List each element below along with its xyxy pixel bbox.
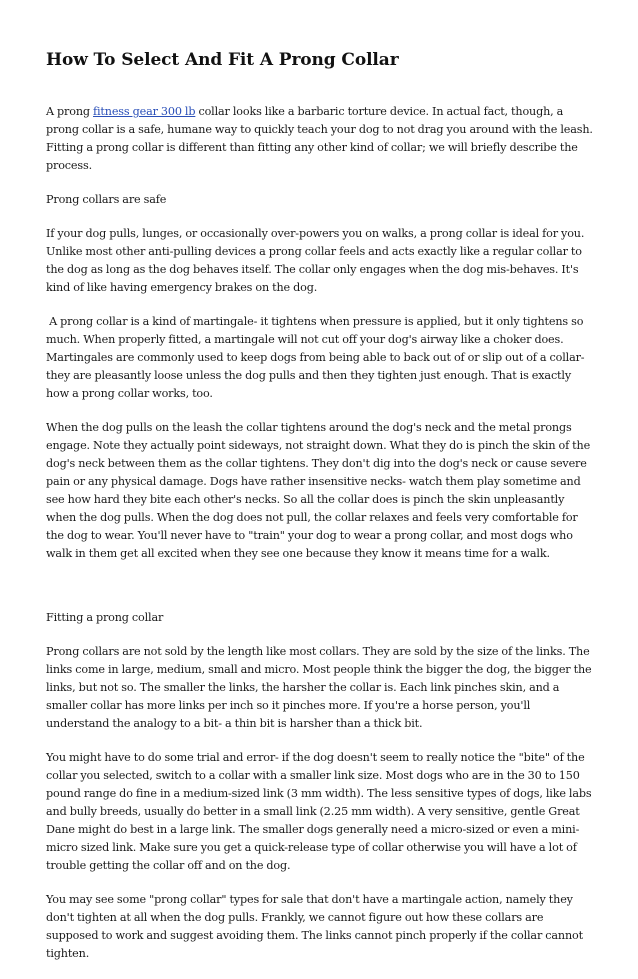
intro-text-before-link: A prong bbox=[46, 105, 94, 118]
document-page bbox=[46, 48, 594, 979]
section-heading-prong-collars-safe: Prong collars are safe bbox=[46, 193, 167, 206]
section-heading-fitting-prong-collar: Fitting a prong collar bbox=[46, 611, 164, 624]
intro-text-after-link: collar looks like a barbaric torture device. In actual fact, though, a prong collar is a safe, humane way to quickly teach your dog to not drag you around with the leash. Fitting a prong collar is different than fitting any other kind of collar; we will briefly describe the process. bbox=[46, 105, 593, 172]
body-paragraph: A prong collar is a kind of martingale- it tightens when pressure is applied, but it only tightens so much. When properly fitted, a martingale will not cut off your dog's airway like a choker does. Martingales are commonly used to keep dogs from being able to back out of or slip out of a collar- they are pleasantly loose unless the dog pulls and then they tighten just enough. That is exactly how a prong collar works, too. bbox=[46, 315, 588, 400]
body-paragraph: You might have to do some trial and error- if the dog doesn't seem to really notice the "bite" of the collar you selected, switch to a collar with a smaller link size. Most dogs who are in the 30 to 150 pound range do fine in a medium-sized link (3 mm width). The less sensitive types of dogs, like labs and bully breeds, usually do better in a small link (2.25 mm width). A very sensitive, gentle Great Dane might do best in a large link. The smaller dogs generally need a micro-sized or even a mini-micro sized link. Make sure you get a quick-release type of collar otherwise you will have a lot of trouble getting the collar off and on the dog. bbox=[46, 751, 592, 872]
document-title: How To Select And Fit A Prong Collar bbox=[46, 50, 399, 70]
intro-paragraph bbox=[46, 103, 594, 175]
body-paragraph: You may see some "prong collar" types for sale that don't have a martingale action, namely they don't tighten at all when the dog pulls. Frankly, we cannot figure out how these collars are supposed to work and suggest avoiding them. The links cannot pinch properly if the collar cannot tighten. bbox=[46, 893, 583, 960]
body-paragraph: Prong collars are not sold by the length like most collars. They are sold by the size of the links. The links come in large, medium, small and micro. Most people think the bigger the dog, the bigger the links, but not so. The smaller the links, the harsher the collar is. Each link pinches skin, and a smaller collar has more links per inch so it pinches more. If you're a horse person, you'll understand the analogy to a bit- a thin bit is harsher than a thick bit. bbox=[46, 645, 592, 730]
body-paragraph: When the dog pulls on the leash the collar tightens around the dog's neck and the metal prongs engage. Note they actually point sideways, not straight down. What they do is pinch the skin of the dog's neck between them as the collar tightens. They don't dig into the dog's neck or cause severe pain or any physical damage. Dogs have rather insensitive necks- watch them play sometime and see how hard they bite each other's necks. So all the collar does is pinch the skin unpleasantly when the dog pulls. When the dog does not pull, the collar relaxes and feels very comfortable for the dog to wear. You'll never have to "train" your dog to wear a prong collar, and most dogs who walk in them get all excited when they see one because they know it means time for a walk. bbox=[46, 421, 591, 560]
body-paragraph: If your dog pulls, lunges, or occasionally over-powers you on walks, a prong collar is ideal for you. Unlike most other anti-pulling devices a prong collar feels and acts exactly like a regular collar to the dog as long as the dog behaves itself. The collar only engages when the dog mis-behaves. It's kind of like having emergency brakes on the dog. bbox=[46, 227, 585, 294]
fitness-gear-link[interactable]: fitness gear 300 lb bbox=[93, 105, 196, 118]
